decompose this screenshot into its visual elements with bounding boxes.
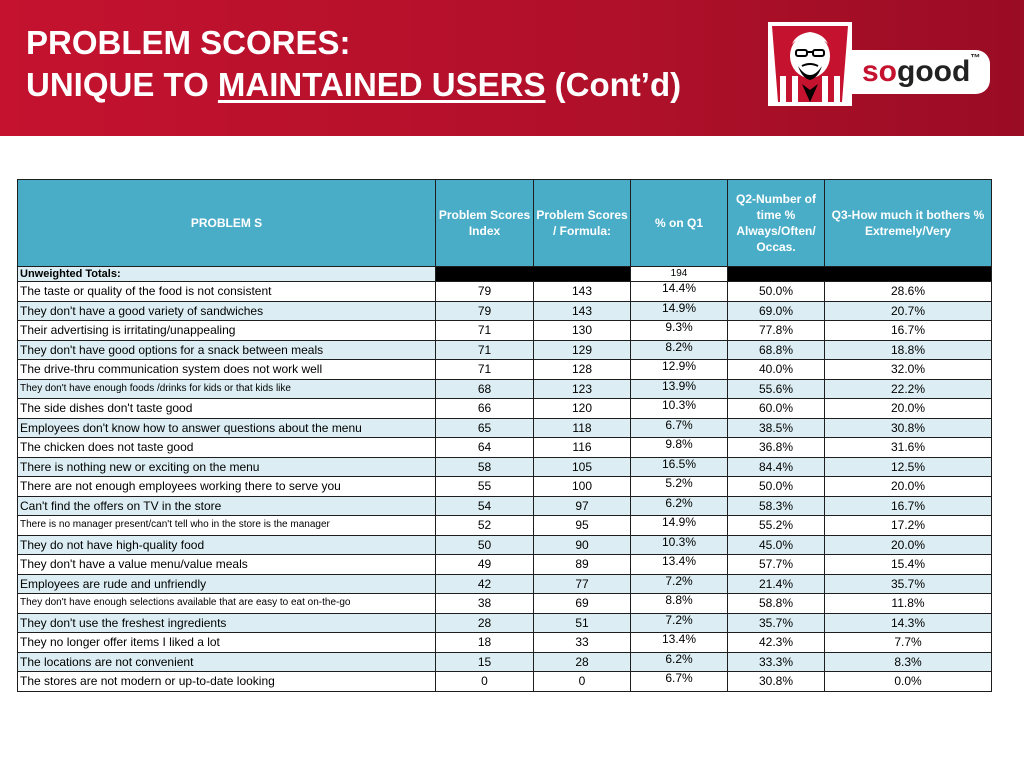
q2-value: 77.8% xyxy=(728,321,825,341)
q2-value: 57.7% xyxy=(728,555,825,575)
table-row xyxy=(18,613,992,633)
problem-label: The taste or quality of the food is not consistent xyxy=(18,282,436,302)
problem-label: They don't have good options for a snack between meals xyxy=(18,340,436,360)
q3-value: 35.7% xyxy=(825,574,992,594)
pct-on-q1: 13.4% xyxy=(631,633,728,653)
problem-scores-index: 55 xyxy=(436,477,534,497)
problem-label: Employees are rude and unfriendly xyxy=(18,574,436,594)
table-row xyxy=(18,457,992,477)
q3-value: 20.7% xyxy=(825,301,992,321)
q3-value: 16.7% xyxy=(825,496,992,516)
problem-scores-formula: 105 xyxy=(534,457,631,477)
title-line-2 xyxy=(26,64,681,106)
totals-black-cell xyxy=(728,267,825,282)
brand-logo xyxy=(768,22,984,110)
pct-on-q1: 9.8% xyxy=(631,438,728,458)
q3-value: 20.0% xyxy=(825,477,992,497)
logo-good: good xyxy=(897,55,971,88)
q2-value: 36.8% xyxy=(728,438,825,458)
q3-value: 28.6% xyxy=(825,282,992,302)
table-row xyxy=(18,672,992,692)
problem-scores-index: 65 xyxy=(436,418,534,438)
problem-scores-formula: 143 xyxy=(534,282,631,302)
pct-on-q1: 12.9% xyxy=(631,360,728,380)
problem-scores-formula: 128 xyxy=(534,360,631,380)
problem-label: There are not enough employees working there to serve you xyxy=(18,477,436,497)
problem-scores-index: 15 xyxy=(436,652,534,672)
logo-tm: ™ xyxy=(970,53,981,64)
header-problems: PROBLEM S xyxy=(18,180,436,267)
totals-black-cell xyxy=(436,267,534,282)
problem-scores-index: 52 xyxy=(436,516,534,536)
problem-scores-formula: 120 xyxy=(534,399,631,419)
problem-scores-formula: 33 xyxy=(534,633,631,653)
problem-scores-index: 71 xyxy=(436,340,534,360)
table-row xyxy=(18,555,992,575)
problem-scores-index: 79 xyxy=(436,282,534,302)
problem-label: They do not have high-quality food xyxy=(18,535,436,555)
pct-on-q1: 10.3% xyxy=(631,535,728,555)
q2-value: 21.4% xyxy=(728,574,825,594)
pct-on-q1: 7.2% xyxy=(631,613,728,633)
q2-value: 58.3% xyxy=(728,496,825,516)
problem-scores-formula: 69 xyxy=(534,594,631,614)
problem-scores-table xyxy=(17,179,992,692)
problem-scores-index: 54 xyxy=(436,496,534,516)
title-underlined: MAINTAINED USERS xyxy=(217,66,546,103)
q2-value: 40.0% xyxy=(728,360,825,380)
table-row xyxy=(18,379,992,399)
totals-label: Unweighted Totals: xyxy=(18,267,436,282)
pct-on-q1: 8.8% xyxy=(631,594,728,614)
problem-label: They don't have enough selections available that are easy to eat on-the-go xyxy=(18,594,436,614)
table-row xyxy=(18,321,992,341)
table-header-row xyxy=(18,180,992,267)
q3-value: 30.8% xyxy=(825,418,992,438)
pct-on-q1: 16.5% xyxy=(631,457,728,477)
unweighted-totals-row xyxy=(18,267,992,282)
q2-value: 50.0% xyxy=(728,477,825,497)
problem-label: They don't have a value menu/value meals xyxy=(18,555,436,575)
problem-scores-formula: 116 xyxy=(534,438,631,458)
pct-on-q1: 9.3% xyxy=(631,321,728,341)
table-row xyxy=(18,418,992,438)
table-row xyxy=(18,399,992,419)
problem-scores-formula: 0 xyxy=(534,672,631,692)
table-row xyxy=(18,496,992,516)
pct-on-q1: 10.3% xyxy=(631,399,728,419)
colonel-logo-icon xyxy=(768,22,852,106)
problem-scores-formula: 97 xyxy=(534,496,631,516)
q3-value: 20.0% xyxy=(825,399,992,419)
q2-value: 35.7% xyxy=(728,613,825,633)
q2-value: 55.2% xyxy=(728,516,825,536)
q3-value: 22.2% xyxy=(825,379,992,399)
title-prefix: UNIQUE TO xyxy=(26,66,218,103)
problem-scores-formula: 95 xyxy=(534,516,631,536)
q3-value: 11.8% xyxy=(825,594,992,614)
header-problem-scores-formula: Problem Scores / Formula: xyxy=(534,180,631,267)
problem-scores-formula: 100 xyxy=(534,477,631,497)
totals-base: 194 xyxy=(631,267,728,282)
problem-scores-index: 71 xyxy=(436,360,534,380)
problem-label: They no longer offer items I liked a lot xyxy=(18,633,436,653)
q2-value: 58.8% xyxy=(728,594,825,614)
table-row xyxy=(18,574,992,594)
problem-label: Employees don't know how to answer questions about the menu xyxy=(18,418,436,438)
q3-value: 18.8% xyxy=(825,340,992,360)
q2-value: 84.4% xyxy=(728,457,825,477)
header-q3: Q3-How much it bothers % Extremely/Very xyxy=(825,180,992,267)
q2-value: 42.3% xyxy=(728,633,825,653)
problem-scores-index: 68 xyxy=(436,379,534,399)
title-banner xyxy=(0,0,1024,136)
header-pct-on-q1: % on Q1 xyxy=(631,180,728,267)
problem-label: The side dishes don't taste good xyxy=(18,399,436,419)
table-row xyxy=(18,301,992,321)
problem-scores-index: 49 xyxy=(436,555,534,575)
problem-label: The drive-thru communication system does not work well xyxy=(18,360,436,380)
problem-label: The locations are not convenient xyxy=(18,652,436,672)
pct-on-q1: 5.2% xyxy=(631,477,728,497)
problem-scores-formula: 28 xyxy=(534,652,631,672)
problem-scores-formula: 123 xyxy=(534,379,631,399)
q3-value: 31.6% xyxy=(825,438,992,458)
problem-scores-index: 18 xyxy=(436,633,534,653)
pct-on-q1: 13.9% xyxy=(631,379,728,399)
q3-value: 20.0% xyxy=(825,535,992,555)
problem-scores-formula: 118 xyxy=(534,418,631,438)
title-suffix: (Cont’d) xyxy=(545,66,682,103)
q3-value: 12.5% xyxy=(825,457,992,477)
page-title xyxy=(26,22,681,106)
table-row xyxy=(18,594,992,614)
q2-value: 45.0% xyxy=(728,535,825,555)
table-row xyxy=(18,477,992,497)
problem-scores-formula: 51 xyxy=(534,613,631,633)
problem-label: Can't find the offers on TV in the store xyxy=(18,496,436,516)
problem-label: They don't have enough foods /drinks for kids or that kids like xyxy=(18,379,436,399)
pct-on-q1: 14.4% xyxy=(631,282,728,302)
q2-value: 60.0% xyxy=(728,399,825,419)
problem-scores-index: 28 xyxy=(436,613,534,633)
pct-on-q1: 13.4% xyxy=(631,555,728,575)
q3-value: 16.7% xyxy=(825,321,992,341)
q2-value: 55.6% xyxy=(728,379,825,399)
problem-scores-formula: 130 xyxy=(534,321,631,341)
problem-scores-index: 79 xyxy=(436,301,534,321)
problem-label: They don't use the freshest ingredients xyxy=(18,613,436,633)
totals-black-cell xyxy=(534,267,631,282)
table-row xyxy=(18,340,992,360)
problem-label: There is no manager present/can't tell who in the store is the manager xyxy=(18,516,436,536)
q2-value: 38.5% xyxy=(728,418,825,438)
problem-scores-index: 42 xyxy=(436,574,534,594)
problem-scores-index: 71 xyxy=(436,321,534,341)
q3-value: 15.4% xyxy=(825,555,992,575)
q2-value: 50.0% xyxy=(728,282,825,302)
problem-label: The stores are not modern or up-to-date looking xyxy=(18,672,436,692)
q2-value: 68.8% xyxy=(728,340,825,360)
table-row xyxy=(18,633,992,653)
q2-value: 30.8% xyxy=(728,672,825,692)
totals-black-cell xyxy=(825,267,992,282)
pct-on-q1: 6.2% xyxy=(631,652,728,672)
problem-scores-index: 38 xyxy=(436,594,534,614)
pct-on-q1: 6.7% xyxy=(631,418,728,438)
problem-label: They don't have a good variety of sandwiches xyxy=(18,301,436,321)
q2-value: 69.0% xyxy=(728,301,825,321)
table-row xyxy=(18,535,992,555)
pct-on-q1: 7.2% xyxy=(631,574,728,594)
sogood-logo xyxy=(852,50,990,94)
pct-on-q1: 6.7% xyxy=(631,672,728,692)
problem-scores-index: 58 xyxy=(436,457,534,477)
q3-value: 7.7% xyxy=(825,633,992,653)
problem-label: There is nothing new or exciting on the menu xyxy=(18,457,436,477)
problem-scores-index: 50 xyxy=(436,535,534,555)
problem-scores-formula: 89 xyxy=(534,555,631,575)
q3-value: 0.0% xyxy=(825,672,992,692)
problem-scores-index: 66 xyxy=(436,399,534,419)
pct-on-q1: 8.2% xyxy=(631,340,728,360)
q3-value: 8.3% xyxy=(825,652,992,672)
problem-scores-index: 64 xyxy=(436,438,534,458)
q3-value: 32.0% xyxy=(825,360,992,380)
problem-scores-index: 0 xyxy=(436,672,534,692)
logo-so: so xyxy=(862,55,898,88)
table-row xyxy=(18,516,992,536)
table-row xyxy=(18,282,992,302)
pct-on-q1: 14.9% xyxy=(631,301,728,321)
problem-scores-formula: 143 xyxy=(534,301,631,321)
problem-scores-formula: 77 xyxy=(534,574,631,594)
pct-on-q1: 14.9% xyxy=(631,516,728,536)
q2-value: 33.3% xyxy=(728,652,825,672)
q3-value: 14.3% xyxy=(825,613,992,633)
problem-scores-formula: 90 xyxy=(534,535,631,555)
q3-value: 17.2% xyxy=(825,516,992,536)
header-problem-scores-index: Problem Scores Index xyxy=(436,180,534,267)
table-row xyxy=(18,652,992,672)
table-row xyxy=(18,360,992,380)
problem-label: Their advertising is irritating/unappealing xyxy=(18,321,436,341)
problem-scores-formula: 129 xyxy=(534,340,631,360)
title-line-1: PROBLEM SCORES: xyxy=(26,24,351,61)
table-row xyxy=(18,438,992,458)
pct-on-q1: 6.2% xyxy=(631,496,728,516)
problem-label: The chicken does not taste good xyxy=(18,438,436,458)
header-q2: Q2-Number of time % Always/Often/ Occas. xyxy=(728,180,825,267)
